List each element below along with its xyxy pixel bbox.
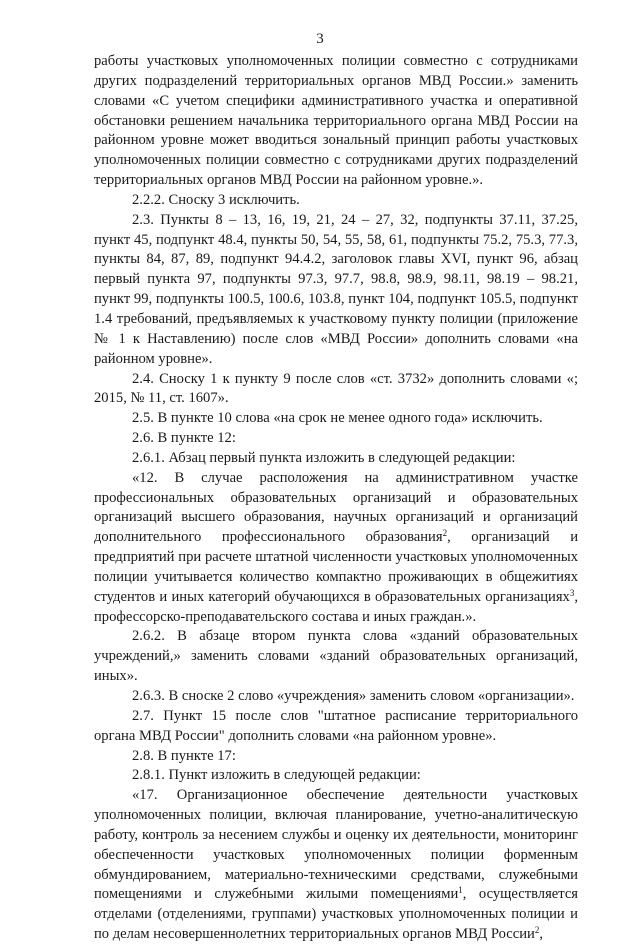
paragraph [94,469,578,628]
paragraph-text: 2.3. Пункты 8 – 13, 16, 19, 21, 24 – 27, 32, подпункты 37.11, 37.25, пункт 45, подпункт 48.4, пункты 50, 54, 55, 58, 61, подпункты 75.2, 75.3, 77.3, пункты 84, 87, 89, подпункт 94.4.2, заголовок главы XVI, пункт 96, абзац первый пункта 97, подпункты 97.3, 97.7, 98.8, 98.9, 98.11, 98.19 – 98.21, пункт 99, подпункты 100.5, 100.6, 103.8, пункт 104, подпункт 105.5, подпункт 1.4 требований, предъявляемых к участковому пункту полиции (приложение № 1 к Наставлению) после слов «МВД России» дополнить словами «на районном уровне». [94,211,578,367]
paragraph-text: 2.6. В пункте 12: [132,430,236,447]
paragraph-text: 2.8. В пункте 17: [132,747,236,764]
paragraph [94,449,578,469]
paragraph-text: 2.4. Сноску 1 к пункту 9 после слов «ст. 3732» дополнить словами «; 2015, № 11, ст. 1607». [94,370,578,407]
paragraph-text: , профессорско-преподавательского состава и иных граждан.». [94,588,578,625]
paragraph-text: , осуществляется отделами (отделениями, группами) участковых уполномоченных полиции и по делам несовершеннолетних территориальных органов МВД России [94,886,579,943]
footnote-marker: 3 [569,587,575,598]
footnote-marker: 1 [458,885,463,896]
footnote-marker: 2 [442,528,448,539]
paragraph [94,409,578,429]
paragraph [94,211,578,370]
paragraph [94,786,578,945]
paragraph [94,707,578,747]
paragraph-text: 2.7. Пункт 15 после слов "штатное расписание территориального органа МВД России" дополнить словами «на районном уровне». [94,707,578,744]
paragraph-text: 2.6.3. В сноске 2 слово «учреждения» заменить словом «организации». [132,688,575,704]
paragraph-text: , организаций и предприятий при расчете штатной численности участковых уполномоченных полиции учитывается количество компактно проживающих в общежитиях студентов и иных категорий обучающихся в образовательных организациях [94,529,579,605]
paragraph-text: , [539,926,544,943]
paragraph [94,52,578,191]
paragraph-text: «12. В случае расположения на административном участке профессиональных образовательных организаций и образовательных организаций высшего образования, научных организаций и организаций дополнительного профессионального образования [94,469,578,546]
paragraph-text: 2.5. В пункте 10 слова «на срок не менее одного года» исключить. [132,410,543,427]
paragraph [94,747,578,767]
paragraph [94,429,578,449]
paragraph [94,766,578,786]
paragraph-text: 2.8.1. Пункт изложить в следующей редакции: [132,767,421,784]
paragraph [94,687,578,707]
paragraph-text: 2.6.1. Абзац первый пункта изложить в следующей редакции: [132,449,516,466]
paragraph-text: 2.6.2. В абзаце втором пункта слова «зданий образовательных учреждений,» заменить словами «зданий образовательных организаций, иных». [94,628,578,685]
paragraph-text: «17. Организационное обеспечение деятельности участковых уполномоченных полиции, включая планирование, учетно-аналитическую работу, контроль за несением службы и оценку их деятельности, мониторинг обеспеченности участковых уполномоченных полиции форменным обмундированием, материально-техническими средствами, служебными помещениями и служебными жилыми помещениями [94,787,578,903]
paragraph-text: работы участковых уполномоченных полиции совместно с сотрудниками других подразделений территориальных органов МВД России.» заменить словами «С учетом специфики административного участка и оперативной обстановки решением начальника территориального органа МВД России на районном уровне может вводиться зональный принцип работы участковых уполномоченных полиции совместно с сотрудниками других подразделений территориальных органов МВД России на районном уровне.». [94,53,578,189]
page-number: 3 [316,31,324,47]
paragraph [94,191,578,211]
footnote-marker: 2 [534,925,540,936]
document-body [94,52,578,945]
paragraph-text: 2.2.2. Сноску 3 исключить. [132,191,300,208]
paragraph [94,627,578,687]
paragraph [94,370,578,410]
